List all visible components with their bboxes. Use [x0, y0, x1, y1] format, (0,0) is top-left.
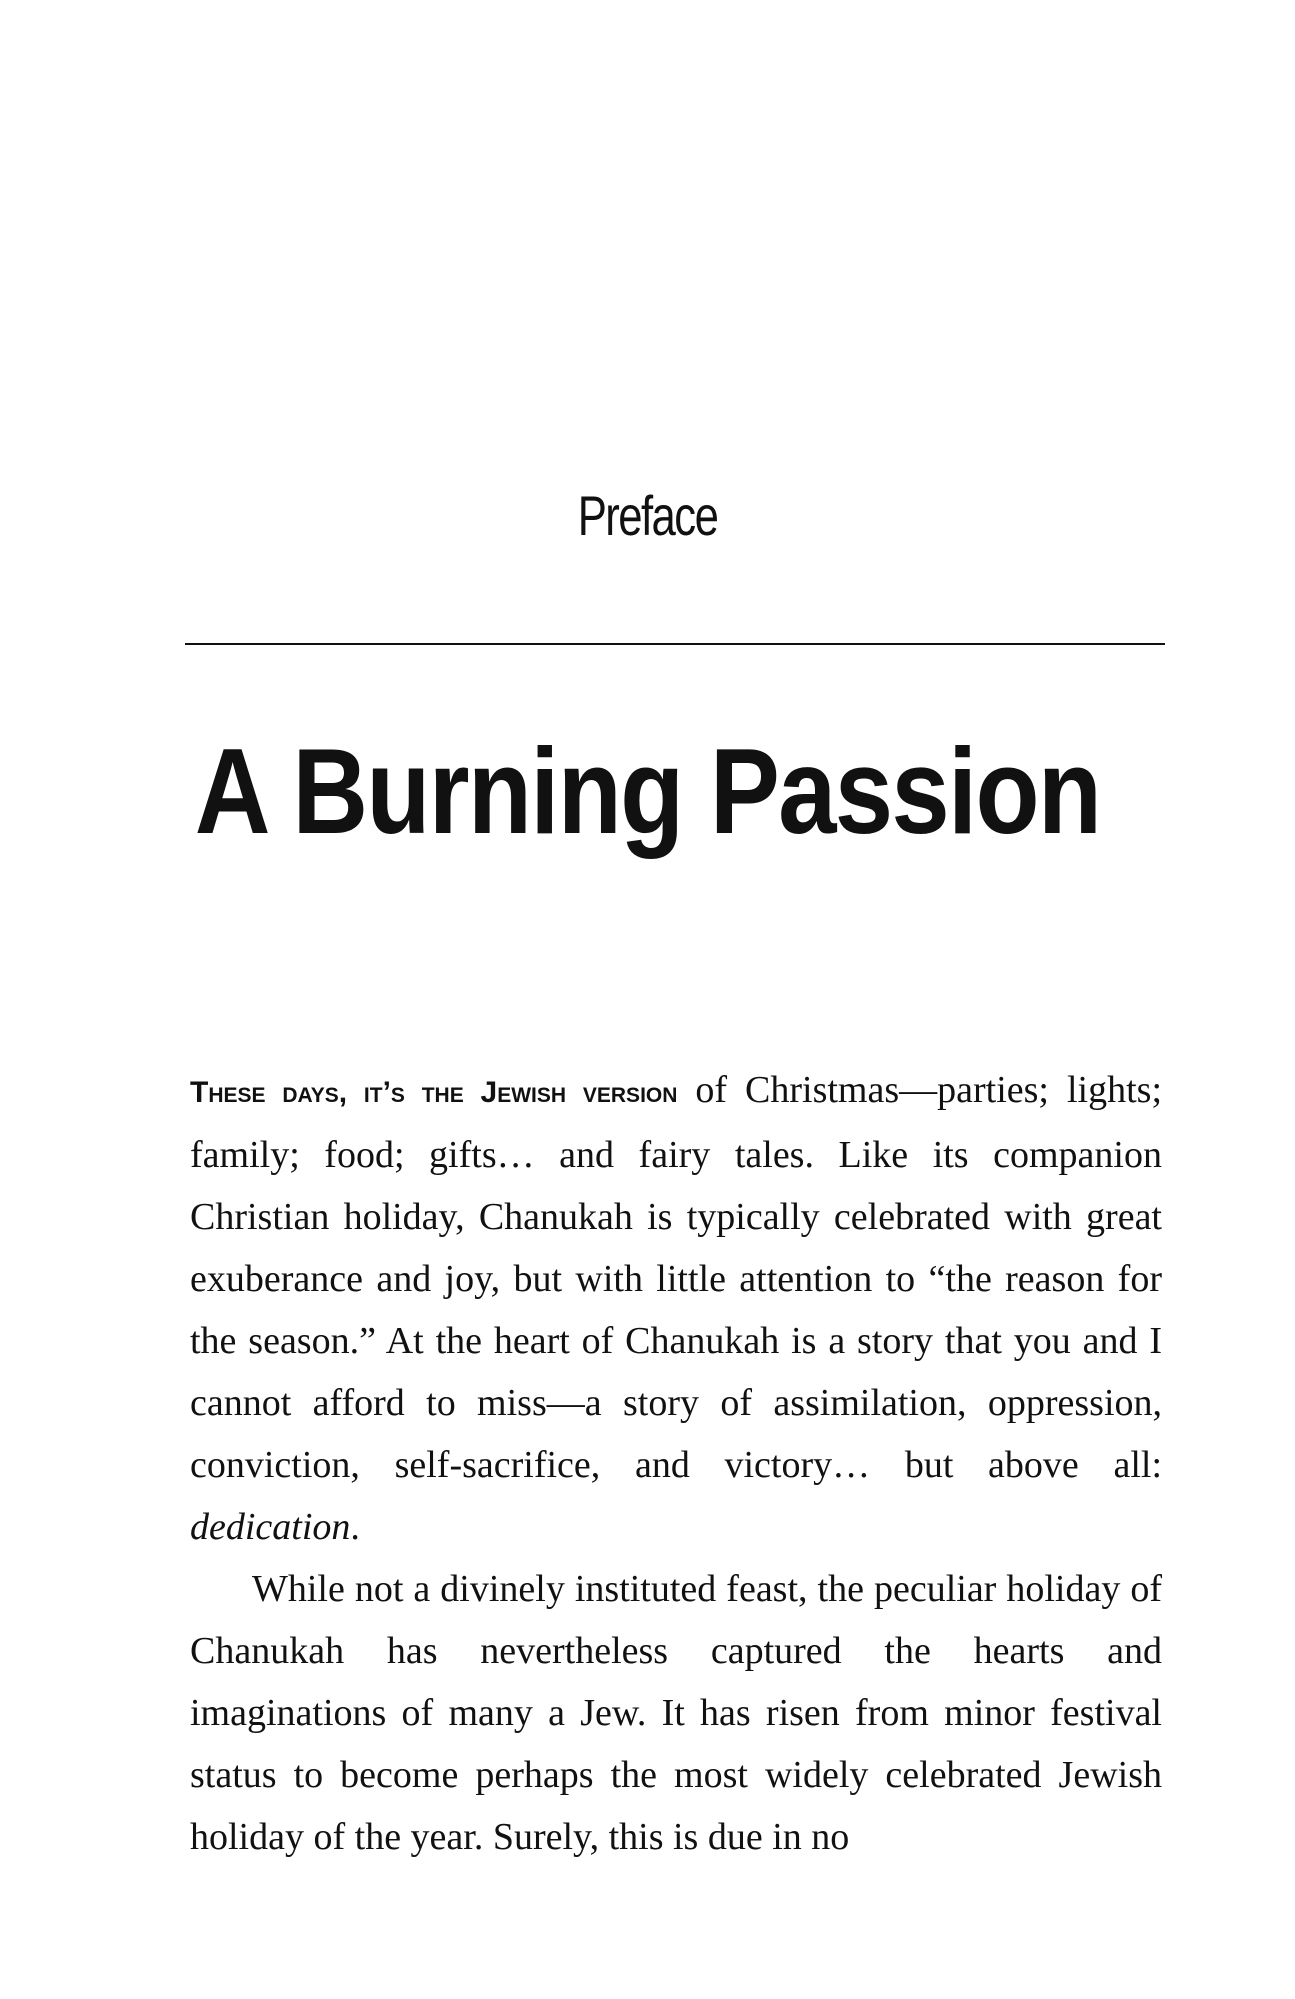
- paragraph-1-text: of Christmas—parties; lights; family; food; gifts… and fairy tales. Like its companion Christian holiday, Chanukah is typically celebrated with great exuberance and joy, but with little attention to “the reason for the season.” At the heart of Chanukah is a story that you and I cannot afford to miss—a story of assimilation, oppression, conviction, self-sacrifice, and victory… but above all:: [190, 1069, 1162, 1486]
- title-divider: [185, 643, 1165, 645]
- chapter-title: A Burning Passion: [194, 723, 1101, 859]
- paragraph-1: [190, 1059, 1162, 1558]
- section-label: Preface: [577, 484, 718, 547]
- body-text: [190, 1059, 1162, 1868]
- paragraph-2: While not a divinely instituted feast, the peculiar holiday of Chanukah has nevertheless captured the hearts and imaginations of many a Jew. It has risen from minor festival status to become perhaps the most widely celebrated Jewish holiday of the year. Surely, this is due in no: [190, 1568, 1162, 1858]
- paragraph-1-end: .: [350, 1506, 360, 1548]
- emphasis-text: dedication: [190, 1506, 351, 1548]
- lead-in-text: These days, it’s the Jewish version: [190, 1076, 678, 1109]
